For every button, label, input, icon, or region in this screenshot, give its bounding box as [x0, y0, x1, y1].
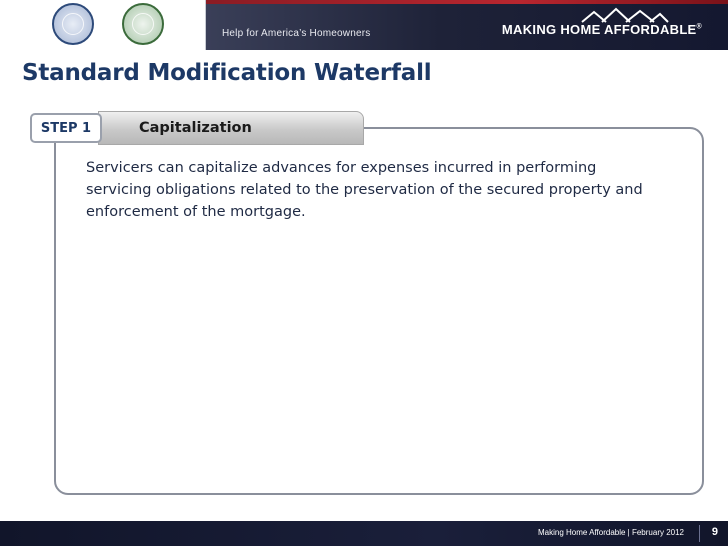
step-tab-label: Capitalization	[139, 120, 252, 136]
hud-seal-icon	[122, 3, 164, 45]
header-banner	[0, 0, 728, 50]
slide-title: Standard Modification Waterfall	[22, 60, 432, 86]
footer-text: Making Home Affordable | February 2012	[537, 528, 684, 537]
registered-mark: ®	[696, 23, 702, 31]
step-badge: STEP 1	[30, 113, 102, 143]
banner-accent-bar	[206, 0, 728, 4]
capitalization-paragraph: Servicers can capitalize advances for expenses incurred in performing servicing obligations related to the preservation of the secured property and enforcement of the mortgage.	[86, 160, 643, 220]
treasury-seal-icon	[52, 3, 94, 45]
banner-tagline: Help for America’s Homeowners	[222, 28, 371, 39]
footer-divider	[699, 525, 700, 542]
step-tab	[98, 111, 364, 145]
page-number: 9	[711, 526, 718, 538]
brand-name: MAKING HOME AFFORDABLE	[501, 22, 697, 37]
agency-seals	[0, 0, 206, 50]
brand-logo	[502, 22, 702, 37]
slide-content	[86, 157, 676, 223]
footer-bar	[0, 521, 728, 546]
program-banner	[206, 0, 728, 50]
